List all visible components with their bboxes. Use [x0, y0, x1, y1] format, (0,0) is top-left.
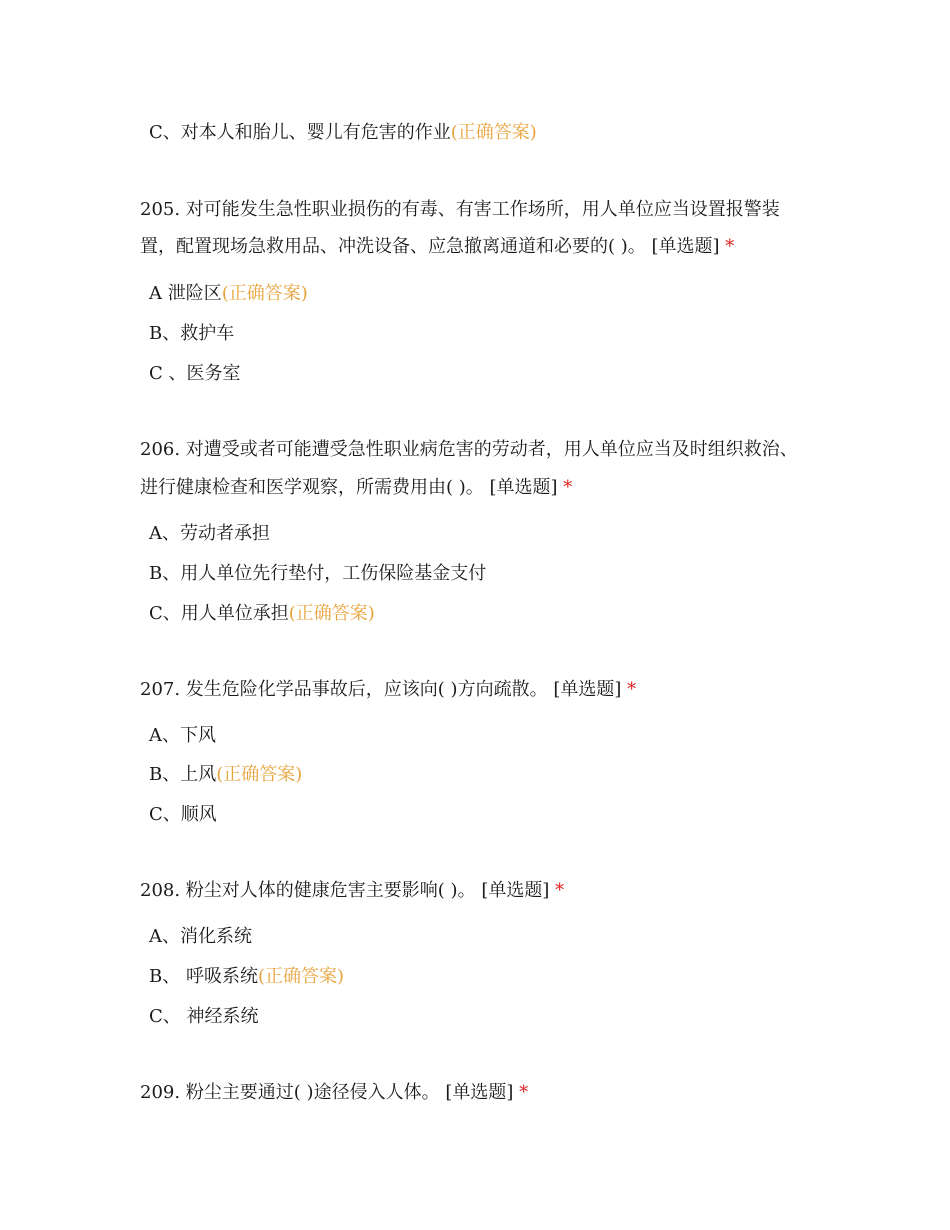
question-206-line-1 [140, 438, 798, 462]
question-205-line-2 [140, 235, 734, 259]
question-text: 207. 发生危险化学品事故后，应该向( )方向疏散。 [140, 679, 548, 700]
question-type-tag: [单选题] [481, 880, 550, 901]
question-type-tag: [单选题] [489, 477, 558, 498]
option-q206-b [149, 562, 486, 586]
option-q206-c [149, 602, 375, 626]
required-mark: * [519, 1082, 529, 1103]
question-text: 进行健康检查和医学观察，所需费用由( )。 [140, 477, 484, 498]
option-text: C、对本人和胎儿、婴儿有危害的作业 [149, 122, 451, 143]
correct-answer-tag: (正确答案) [216, 764, 303, 785]
option-text: C、用人单位承担 [149, 603, 289, 624]
option-q208-a [149, 925, 252, 949]
question-type-tag: [单选题] [445, 1082, 514, 1103]
option-text: C 、医务室 [149, 363, 241, 384]
question-text: 209. 粉尘主要通过( )途径侵入人体。 [140, 1082, 440, 1103]
question-text: 206. 对遭受或者可能遭受急性职业病危害的劳动者，用人单位应当及时组织救治、 [140, 439, 798, 460]
option-text: B、 呼吸系统 [149, 966, 258, 987]
option-text: B、用人单位先行垫付，工伤保险基金支付 [149, 563, 487, 584]
required-mark: * [563, 477, 573, 498]
question-type-tag: [单选题] [651, 236, 720, 257]
option-q208-b [149, 965, 344, 989]
question-text: 205. 对可能发生急性职业损伤的有毒、有害工作场所，用人单位应当设置报警装 [140, 199, 780, 220]
option-q207-a [149, 724, 216, 748]
correct-answer-tag: (正确答案) [221, 283, 308, 304]
question-209-line-1 [140, 1081, 528, 1105]
question-text: 208. 粉尘对人体的健康危害主要影响( )。 [140, 880, 476, 901]
question-205-line-1 [140, 198, 780, 222]
option-q205-b [149, 322, 234, 346]
correct-answer-tag: (正确答案) [257, 966, 344, 987]
option-q208-c [149, 1005, 259, 1029]
question-207-line-1 [140, 678, 636, 702]
option-text: B、上风 [149, 764, 217, 785]
required-mark: * [725, 236, 735, 257]
question-208-line-1 [140, 879, 564, 903]
option-text: C、顺风 [149, 804, 217, 825]
option-text: A 泄险区 [149, 283, 222, 304]
option-text: C、 神经系统 [149, 1006, 259, 1027]
required-mark: * [627, 679, 637, 700]
option-q204-c [149, 121, 537, 145]
option-text: B、救护车 [149, 323, 235, 344]
required-mark: * [555, 880, 565, 901]
option-q205-a [149, 282, 308, 306]
option-text: A、消化系统 [149, 926, 252, 947]
question-text: 置，配置现场急救用品、冲洗设备、应急撤离通道和必要的( )。 [140, 236, 646, 257]
option-text: A、下风 [149, 725, 216, 746]
option-q206-a [149, 522, 270, 546]
question-type-tag: [单选题] [553, 679, 622, 700]
option-q207-c [149, 803, 217, 827]
correct-answer-tag: (正确答案) [450, 122, 537, 143]
option-text: A、劳动者承担 [149, 523, 270, 544]
question-206-line-2 [140, 476, 572, 500]
option-q207-b [149, 763, 302, 787]
option-q205-c [149, 362, 241, 386]
correct-answer-tag: (正确答案) [288, 603, 375, 624]
